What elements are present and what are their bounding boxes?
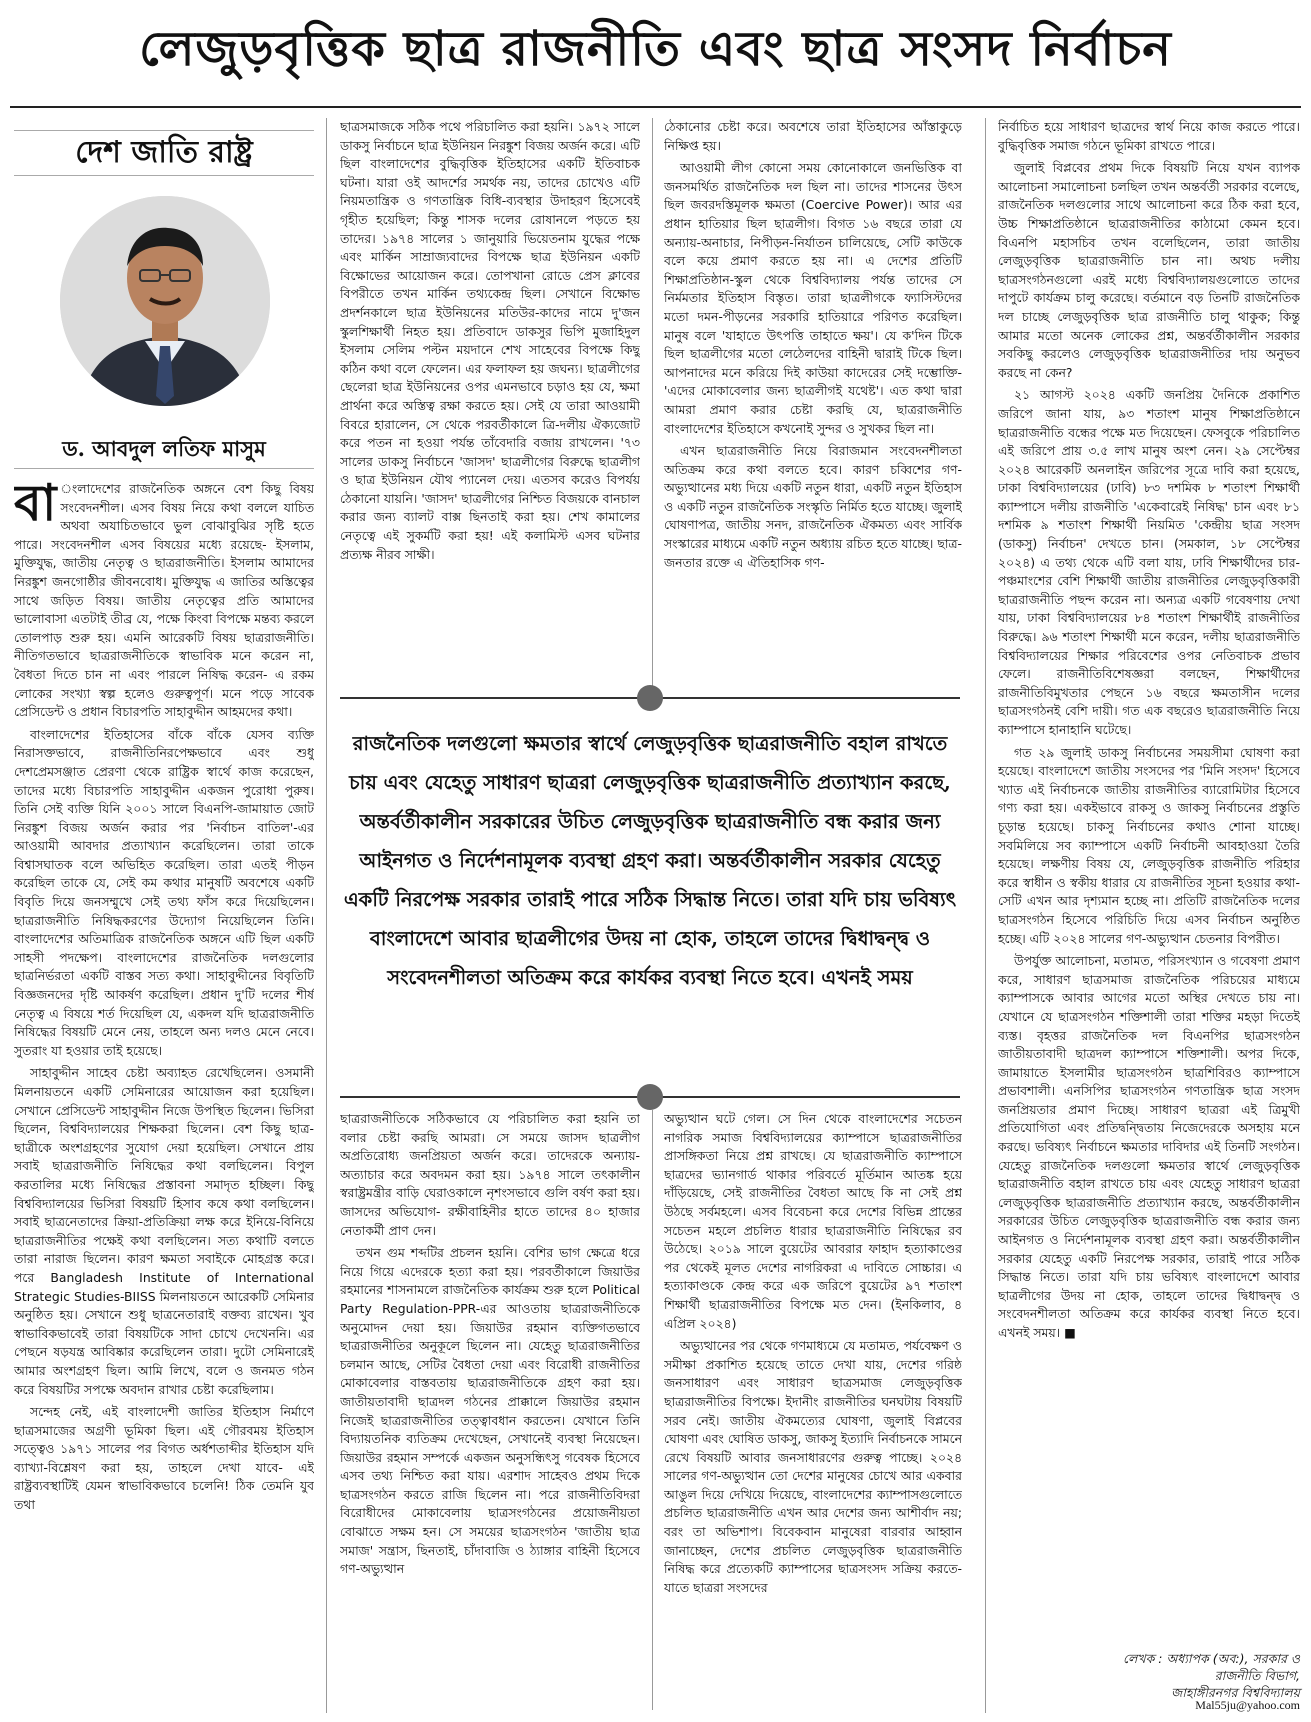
paragraph: আওয়ামী লীগ কোনো সময় কোনোকালে জনভিত্তিক বা জনসমর্থিত রাজনৈতিক দল ছিল না। তাদের শাসনের উৎস ছিল জবরদস্তিমূলক ক্ষমতা (Coercive Power)। আর এর প্রধান হাতিয়ার ছিল ছাত্রলীগ। বিগত ১৬ বছরে তারা যে অন্যায়-অনাচার, নিপীড়ন-নির্যাতন চালিয়েছে, সেটি কাউকে বলে কয়ে প্রমাণ করতে হয় না। এ দেশের প্রতিটি শিক্ষাপ্রতিষ্ঠান-স্কুল থেকে বিশ্ববিদ্যালয় পর্যন্ত তাদের সে নির্মমতার ইতিহাস বিস্তৃত। তারা ছাত্রলীগকে ফ্যাসিস্টদের মতো দমন-পীড়নের সরকারি হাতিয়ারে পরিণত করেছিল। মানুষ বলে 'যাহাতে উৎপত্তি তাহাতে ক্ষয়'। যে ক'দিন টিকে ছিল ছাত্রলীগের মতো লেঠেলদের বাহিনী দ্বারাই টিকে ছিল। আপনাদের মনে করিয়ে দিই কাউয়া কাদেরের সেই দম্ভোক্তি- 'এদের মোকাবেলার জন্য ছাত্রলীগই যথেষ্ট'। এত কথা দ্বারা আমরা প্রমাণ করার চেষ্টা করছি যে, ছাত্ররাজনীতি বাংলাদেশের ইতিহাসে কখনোই সুন্দর ও সুখকর ছিল না। <box>664 160 962 436</box>
column-divider <box>985 118 986 1713</box>
column-4 <box>998 118 1300 1646</box>
paragraph: গত ২৯ জুলাই ডাকসু নির্বাচনের সময়সীমা ঘোষণা করা হয়েছে। বাংলাদেশে জাতীয় সংসদের পর 'মিনি সংসদ' হিসেবে খ্যাত এই নির্বাচনকে জাতীয় রাজনীতির ব্যারোমিটার হিসেবে গণ্য করা হয়। একইভাবে রাকসু ও জাকসু নির্বাচনের প্রস্তুতি চূড়ান্ত হয়েছে। চাকসু নির্বাচনের কথাও শোনা যাচ্ছে। সবমিলিয়ে সব ক্যাম্পাসে একটি নির্বাচনী আবহাওয়া তৈরি হয়েছে। লক্ষণীয় বিষয় যে, লেজুড়বৃত্তিক রাজনীতি পরিহার করে স্বাধীন ও স্বকীয় ধারার যে রাজনীতির সূচনা হওয়ার কথা- সেটি এখন আর দৃশ্যমান হচ্ছে না। প্রতিটি রাজনৈতিক দলের ছাত্রসংগঠন হিসেবে পরিচিতি দিয়ে এসব নির্বাচন অনুষ্ঠিত হচ্ছে। এটি ২০২৪ সালের গণ-অভ্যুত্থান চেতনার বিপরীত। <box>998 744 1300 946</box>
dropcap: বা <box>14 480 57 532</box>
paragraph: তখন গুম শব্দটির প্রচলন হয়নি। বেশির ভাগ ক্ষেত্রে ধরে নিয়ে গিয়ে এদেরকে হত্যা করা হয়। পরবর্তীকালে জিয়াউর রহমানের শাসনামলে রাজনৈতিক কার্যক্রম শুরু হলে Political Party Regulation-PPR-এর আওতায় ছাত্ররাজনীতিকে অনুমোদন দেয়া হয়। জিয়াউর রহমান ব্যক্তিগতভাবে ছাত্ররাজনীতির অনুকূলে ছিলেন না। যেহেতু ছাত্ররাজনীতির চলমান আছে, সেটির বৈধতা দেয়া এবং বিরোধী রাজনীতির মোকাবেলার বাস্তবতায় ছাত্ররাজনীতিকে গ্রহণ করা হয়। জাতীয়তাবাদী ছাত্রদল গঠনের প্রাক্কালে জিয়াউর রহমান নিজেই ছাত্ররাজনীতির তত্ত্বাবধান করতেন। যেখানে তিনি বিদ্যায়তনিক ব্যতিক্রম দেখেছেন, সেখানেই ব্যবস্থা নিয়েছেন। জিয়াউর রহমান সম্পর্কে একজন অনুসন্ধিৎসু গবেষক হিসেবে এসব তথ্য নিশ্চিত করা যায়। এরশাদ সাহেবও প্রথম দিকে ছাত্রসংগঠন করতে রাজি ছিলেন না। পরে রাজনীতিবিদরা বিরোধীদের মোকাবেলায় ছাত্রসংগঠনের প্রয়োজনীয়তা বোঝাতে সক্ষম হন। সে সময়ের ছাত্রসংগঠন 'জাতীয় ছাত্র সমাজ' সন্ত্রাস, ছিনতাই, চাঁদাবাজি ও ঠ্যাঙ্গার বাহিনী হিসেবে গণ-অভ্যুত্থান <box>340 1245 640 1577</box>
column-2-bottom <box>340 1110 640 1710</box>
column-1-bottom <box>14 480 314 1710</box>
paragraph: এখন ছাত্ররাজনীতি নিয়ে বিরাজমান সংবেদনশীলতা অতিক্রম করে কথা বলতে হবে। কারণ চব্বিশের গণ-অভ্যুত্থানের মধ্য দিয়ে একটি নতুন ধারা, একটি নতুন ইতিহাস ও একটি নতুন রাজনৈতিক সংস্কৃতি নির্মিত হতে যাচ্ছে। জুলাই ঘোষণাপত্র, জাতীয় সনদ, রাজনৈতিক ঐকমত্য এবং সার্বিক সংস্কারের মাধ্যমে একটি নতুন অধ্যায় রচিত হতে যাচ্ছে। ছাত্র-জনতার রক্তে এ ঐতিহাসিক গণ- <box>664 443 962 570</box>
paragraph: ২১ আগস্ট ২০২৪ একটি জনপ্রিয় দৈনিকে প্রকাশিত জরিপে জানা যায়, ৯৩ শতাংশ মানুষ শিক্ষাপ্রতিষ্ঠানে ছাত্ররাজনীতি বন্ধের পক্ষে মত দিয়েছেন। ফেসবুকে পরিচালিত এই জরিপে প্রায় ৩.৫ লাখ মানুষ অংশ নেন। ২৯ সেপ্টেম্বর ২০২৪ আরেকটি অনলাইন জরিপের সূত্রে দাবি করা হয়েছে, ঢাকা বিশ্ববিদ্যালয়ের (ঢাবি) ৮৩ দশমিক ৮ শতাংশ শিক্ষার্থী ক্যাম্পাসে দলীয় রাজনীতি 'একেবারেই নিষিদ্ধ' চান এবং ৮১ দশমিক ৯ শতাংশ শিক্ষার্থী নিয়মিত 'কেন্দ্রীয় ছাত্র সংসদ (ডাকসু) নির্বাচন' দেখতে চান। (সমকাল, ১৮ সেপ্টেম্বর ২০২৪) এ তথ্য থেকে এটি বলা যায়, ঢাবি শিক্ষার্থীদের চার-পঞ্চমাংশের বেশি শিক্ষার্থী জাতীয় রাজনীতির লেজুড়বৃত্তিকারী ছাত্ররাজনীতি পছন্দ করেন না। অন্যত্র একটি গবেষণায় দেখা যায়, ঢাকা বিশ্ববিদ্যালয়ের ৮৪ শতাংশ শিক্ষার্থীই রাজনীতির বিরুদ্ধে। ৯৬ শতাংশ শিক্ষার্থী মনে করেন, দলীয় ছাত্ররাজনীতি বিশ্ববিদ্যালয়ের শিক্ষার পরিবেশের ওপর নেতিবাচক প্রভাব ফেলে। রাজনীতিবিশেষজ্ঞরা বলছেন, শিক্ষার্থীদের রাজনীতিবিমুখতার পেছনে ১৬ বছরে ক্ষমতাসীন দলের ছাত্রসংগঠনই বেশি দায়ী। গত এক বছরেও ছাত্ররাজনীতি নিয়ে ক্যাম্পাসে হানাহানি ঘটেছে। <box>998 387 1300 737</box>
paragraph: অভ্যুত্থানের পর থেকে গণমাধ্যমে যে মতামত, পর্যবেক্ষণ ও সমীক্ষা প্রকাশিত হয়েছে তাতে দেখা যায়, দেশের গরিষ্ঠ জনসাধারণ এবং সাধারণ ছাত্রসমাজ লেজুড়বৃত্তিক ছাত্ররাজনীতির বিপক্ষে। ইদানীং রাজনীতির ঘনঘটায় বিষয়টি সরব নেই। জাতীয় ঐকমত্যের ঘোষণা, জুলাই বিপ্লবের ঘোষণা এবং ঘোষিত ডাকসু, জাকসু ইত্যাদি নির্বাচনকে সামনে রেখে বিষয়টি আবার জনসাধারণের গুরুত্ব পাচ্ছে। ২০২৪ সালের গণ-অভ্যুত্থান তো দেশের মানুষের চোখে আর একবার আঙুল দিয়ে দেখিয়ে দিয়েছে, বাংলাদেশের ক্যাম্পাসগুলোতে প্রচলিত ছাত্ররাজনীতি এখন আর দেশের জন্য আশীর্বাদ নয়; বরং তা অভিশাপ। বিবেকবান মানুষেরা বারবার আহ্বান জানাচ্ছেন, দেশের প্রচলিত লেজুড়বৃত্তিক ছাত্ররাজনীতি নিষিদ্ধ করে প্রত্যেকটি ক্যাম্পাসের ছাত্রসংসদ সক্রিয় করতে- যাতে ছাত্ররা সংসদের <box>664 1338 962 1595</box>
paragraph: সাহাবুদ্দীন সাহেব চেষ্টা অব্যাহত রেখেছিলেন। ওসমানী মিলনায়তনে একটি সেমিনারের আয়োজন করা হয়েছিল। সেখানে প্রেসিডেন্ট সাহাবুদ্দীন নিজে উপস্থিত ছিলেন। ভিসিরা ছিলেন, বিশ্ববিদ্যালয়ের শিক্ষকরা ছিলেন। বেশ কিছু ছাত্র-ছাত্রীকে অংশগ্রহণের সুযোগ দেয়া হয়েছিল। সেখানে প্রায় সবাই ছাত্ররাজনীতি নিষিদ্ধের কথা বলছিলেন। বিপুল করতালির মধ্যে নিষিদ্ধের প্রস্তাবনা সমাদৃত হচ্ছিল। কিছু বিশ্ববিদ্যালয়ের ভিসিরা বিষয়টি হিসাব কষে কথা বলছিলেন। সবাই ছাত্রনেতাদের ক্রিয়া-প্রতিক্রিয়া লক্ষ করে ইনিয়ে-বিনিয়ে ছাত্ররাজনীতির পক্ষেই কথা বলছিলেন। সত্য কথাটি বলতে তারা নারাজ ছিলেন। কারণ ক্ষমতা সবাইকে মোহগ্রস্ত করে। পরে Bangladesh Institute of International Strategic Studies-BIISS মিলনায়তনে আরেকটি সেমিনার অনুষ্ঠিত হয়। সেখানে শুধু ছাত্রনেতারাই বক্তব্য রাখেন। খুব স্বাভাবিকভাবেই তারা বিষয়টিকে সাদা চোখে দেখেননি। এর পেছনে ষড়যন্ত্র আবিষ্কার করেছিলেন তারা। দুটো সেমিনারেই আমার অংশগ্রহণ ছিল। আমি লিখে, বলে ও জনমত গঠন করে বিষয়টির সপক্ষে অবদান রাখার চেষ্টা করেছিলাম। <box>14 1065 314 1397</box>
byline-line: লেখক : অধ্যাপক (অব:), সরকার ও <box>1122 1651 1300 1666</box>
author-portrait <box>60 196 270 406</box>
pullquote: রাজনৈতিক দলগুলো ক্ষমতার স্বার্থে লেজুড়বৃত্তিক ছাত্ররাজনীতি বহাল রাখতে চায় এবং যেহেতু সাধারণ ছাত্ররা লেজুড়বৃত্তিক ছাত্ররাজনীতি প্রত্যাখ্যান করছে, অন্তর্বর্তীকালীন সরকারের উচিত লেজুড়বৃত্তিক ছাত্ররাজনীতি বন্ধ করার জন্য আইনগত ও নির্দেশনামূলক ব্যবস্থা গ্রহণ করা। অন্তর্বর্তীকালীন সরকার যেহেতু একটি নিরপেক্ষ সরকার তারাই পারে সঠিক সিদ্ধান্ত নিতে। তারা যদি চায় ভবিষ্যৎ বাংলাদেশে আবার ছাত্রলীগের উদয় না হোক, তাহলে তাদের দ্বিধাদ্বন্দ্ব ও সংবেদনশীলতা অতিক্রম করে কার্যকর ব্যবস্থা নিতে হবে। এখনই সময় <box>343 732 957 989</box>
paragraph: উপর্যুক্ত আলোচনা, মতামত, পরিসংখ্যান ও গবেষণা প্রমাণ করে, সাধারণ ছাত্রসমাজ রাজনৈতিক পরিচয়ের মাধ্যমে ক্যাম্পাসকে আবার আগের মতো অস্থির দেখতে চায় না। যেখানে যে ছাত্রসংগঠন শক্তিশালী তারা শক্তির মহড়া দিতেই ব্যস্ত। বৃহত্তর রাজনৈতিক দল বিএনপির ছাত্রসংগঠন জাতীয়তাবাদী ছাত্রদল ক্যাম্পাসে শক্তিশালী। অপর দিকে, জামায়াতে ইসলামীর ছাত্রসংগঠন ছাত্রশিবিরও ক্যাম্পাসে প্রভাবশালী। এনসিপির ছাত্রসংগঠন গণতান্ত্রিক ছাত্র সংসদ জনপ্রিয়তার প্রমাণ দিচ্ছে। সাধারণ ছাত্ররা এই ত্রিমুখী প্রতিযোগিতা এবং প্রতিদ্বন্দ্বিতায় নিজেদেরকে অসহায় মনে করছে। ভবিষ্যৎ নির্বাচনে ক্ষমতার দাবিদার এই তিনটি সংগঠন। যেহেতু রাজনৈতিক দলগুলো ক্ষমতার স্বার্থে লেজুড়বৃত্তিক ছাত্ররাজনীতি বহাল রাখতে চায় এবং যেহেতু সাধারণ ছাত্ররা লেজুড়বৃত্তিক ছাত্ররাজনীতি প্রত্যাখ্যান করছে, অন্তর্বর্তীকালীন সরকারের উচিত লেজুড়বৃত্তিক ছাত্ররাজনীতি বন্ধ করার জন্য আইনগত ও নির্দেশনামূলক ব্যবস্থা গ্রহণ করা। অন্তর্বর্তীকালীন সরকার যেহেতু একটি নিরপেক্ষ সরকার, তারাই পারে সঠিক সিদ্ধান্ত নিতে। তারা যদি চায় ভবিষ্যৎ বাংলাদেশে আবার ছাত্রলীগের উদয় না হোক, তাহলে তাদের দ্বিধাদ্বন্দ্ব ও সংবেদনশীলতা অতিক্রম করে কার্যকর ব্যবস্থা নিতে হবে। এখনই সময়। ■ <box>998 953 1300 1340</box>
headline-rule <box>10 106 1301 108</box>
author-email: Mal55ju@yahoo.com <box>1195 1698 1300 1712</box>
column-divider <box>652 118 653 688</box>
column-name: দেশ জাতি রাষ্ট্র <box>14 130 314 176</box>
pullquote-top-dot <box>637 685 663 711</box>
column-3-top <box>664 118 962 688</box>
paragraph: বাংলাদেশের ইতিহাসের বাঁকে বাঁকে যেসব ব্যক্তি নিরাসক্তভাবে, রাজনীতিনিরপেক্ষভাবে এবং শুধু দেশপ্রেমসঞ্জাত প্রেরণা থেকে রাষ্ট্রিক স্বার্থে কাজ করেছেন, তাদের মধ্যে বিচারপতি সাহাবুদ্দীন একজন পুরোধা পুরুষ। তিনি সেই ব্যক্তি যিনি ২০০১ সালে বিএনপি-জামায়াত জোট নিরঙ্কুশ বিজয় অর্জন করার পর 'নির্বাচন বাতিল'-এর আওয়ামী আবদার প্রত্যাখ্যান করেছিলেন। তারা তাকে বিশ্বাসঘাতক বলে অভিহিত করেছিল। তারা এতই পীড়ন করেছিল তাকে যে, সেই কম কথার মানুষটি অবশেষে একটি বিবৃতি দিয়ে জনসম্মুখে সেই তথ্য ফাঁস করে দিয়েছিলেন। ছাত্ররাজনীতি নিষিদ্ধকরণের উদ্যোগ নিয়েছিলেন তিনি। বাংলাদেশের অতিমাত্রিক রাজনৈতিক অঙ্গনে এটি ছিল একটি সাহসী পদক্ষেপ। বাংলাদেশের রাজনৈতিক দলগুলোর ছাত্রনির্ভরতা একটি বাস্তব সত্য কথা। সাহাবুদ্দীনের বিবৃতিটি বিজ্ঞজনদের দৃষ্টি আকর্ষণ করেছিল। প্রধান দু'টি দলের শীর্ষ নেতৃত্ব এ বিষয়ে শর্ত দিয়েছিল যে, একদল যদি ছাত্ররাজনীতি নিষিদ্ধের বিষয়টি মেনে নেয়, তাহলে অন্য দলও মেনে নেবে। সুতরাং যা হওয়ার তাই হয়েছে। <box>14 726 314 1058</box>
column-divider <box>652 1110 653 1710</box>
headline: লেজুড়বৃত্তিক ছাত্র রাজনীতি এবং ছাত্র সংসদ নির্বাচন <box>139 20 1172 77</box>
pullquote-bottom-dot <box>637 1084 663 1110</box>
paragraph: ঠেকানোর চেষ্টা করে। অবশেষে তারা ইতিহাসের আঁস্তাকুড়ে নিক্ষিপ্ত হয়। <box>664 119 962 153</box>
paragraph: জুলাই বিপ্লবের প্রথম দিকে বিষয়টি নিয়ে যখন ব্যাপক আলোচনা সমালোচনা চলছিল তখন অন্তর্বর্তী সরকার বলেছে, রাজনৈতিক দলগুলোর সাথে আলোচনা করে ঠিক করা হবে, উচ্চ শিক্ষাপ্রতিষ্ঠানে ছাত্ররাজনীতির কাঠামো কেমন হবে। বিএনপি মহাসচিব তখন বলেছিলেন, তারা জাতীয় লেজুড়বৃত্তিক ছাত্ররাজনীতি চান না। অথচ দলীয় ছাত্রসংগঠনগুলো এরই মধ্যে বিশ্ববিদ্যালয়গুলোতে তাদের দাপুটে কার্যক্রম চালু করেছে। বর্তমানে বড় তিনটি রাজনৈতিক দল চাচ্ছে লেজুড়বৃত্তিক ছাত্র রাজনীতি চালু থাকুক; কিন্তু আমার মতো অনেক লোকের প্রশ্ন, অন্তর্বর্তীকালীন সরকার সবকিছু করলেও লেজুড়বৃত্তিক ছাত্ররাজনীতির দায় অনুভব করছে না কেন? <box>998 160 1300 380</box>
column-2-top <box>340 118 640 688</box>
byline-line: জাহাঙ্গীরনগর বিশ্ববিদ্যালয় <box>1171 1685 1300 1700</box>
column-3-bottom <box>664 1110 962 1710</box>
byline-line: রাজনীতি বিভাগ, <box>1214 1668 1300 1683</box>
paragraph: অভ্যুত্থান ঘটে গেল। সে দিন থেকে বাংলাদেশের সচেতন নাগরিক সমাজ বিশ্ববিদ্যালয়ের ক্যাম্পাসে ছাত্ররাজনীতির প্রাসঙ্গিকতা নিয়ে প্রশ্ন রাখছে। যে ছাত্ররাজনীতি ক্যাম্পাসে ছাত্রদের ভ্যানগার্ড থাকার পরিবর্তে মূর্তিমান আতঙ্ক হয়ে দাঁড়িয়েছে, সেই রাজনীতির বৈধতা আছে কি না সেই প্রশ্ন উঠছে সর্বমহলে। এসব বিবেচনা করে দেশের বিভিন্ন প্রান্তের সচেতন মহলে প্রচলিত ধারার ছাত্ররাজনীতি নিষিদ্ধের রব উঠেছে। ২০১৯ সালে বুয়েটের আবরার ফাহাদ হত্যাকাণ্ডের পর থেকেই মূলত দেশের নাগরিকরা এ দাবিতে সোচ্চার। এ হত্যাকাণ্ডকে কেন্দ্র করে এক জরিপে বুয়েটের ৯৭ শতাংশ শিক্ষার্থী ছাত্ররাজনীতির বিপক্ষে মত দেন। (ইনকিলাব, ৪ এপ্রিল ২০২৪) <box>664 1111 962 1331</box>
column-divider <box>326 118 327 1713</box>
paragraph: ছাত্ররাজনীতিকে সঠিকভাবে যে পরিচালিত করা হয়নি তা বলার চেষ্টা করছি আমরা। সে সময়ে জাসদ ছাত্রলীগ অপ্রতিরোধ্য জনপ্রিয়তা অর্জন করে। তাদেরকে অন্যায়-অত্যাচার করে অবদমন করা হয়। ১৯৭৪ সালে তৎকালীন স্বরাষ্ট্রমন্ত্রীর বাড়ি ঘেরাওকালে নৃশংসভাবে গুলি বর্ষণ করা হয়। জাসদের অভিযোগ- রক্ষীবাহিনীর হাতে তাদের ৪০ হাজার নেতাকর্মী প্রাণ দেন। <box>340 1111 640 1238</box>
author-name: ড. আবদুল লতিফ মাসুম <box>14 432 314 469</box>
paragraph: সন্দেহ নেই, এই বাংলাদেশী জাতির ইতিহাস নির্মাণে ছাত্রসমাজের অগ্রণী ভূমিকা ছিল। এই গৌরবময় ইতিহাস সত্ত্বেও ১৯৭১ সালের পর বিগত অর্ধশতাব্দীর ইতিহাস যদি ব্যাখ্যা-বিশ্লেষণ করা হয়, তাহলে দেখা যাবে- এই রাষ্ট্রব্যবস্থাটিই যেমন স্বাভাবিকভাবে চলেনি! ঠিক তেমনি যুব তথা <box>14 1404 314 1513</box>
author-byline <box>1000 1650 1300 1701</box>
paragraph: নির্বাচিত হয়ে সাধারণ ছাত্রদের স্বার্থ নিয়ে কাজ করতে পারে। বুদ্ধিবৃত্তিক সমাজ গঠনে ভূমিকা রাখতে পারে। <box>998 119 1300 153</box>
paragraph: ছাত্রসমাজকে সঠিক পথে পরিচালিত করা হয়নি। ১৯৭২ সালে ডাকসু নির্বাচনে ছাত্র ইউনিয়ন নিরঙ্কুশ বিজয় অর্জন করে। এটি ছিল বাংলাদেশের বুদ্ধিবৃত্তিক ইতিহাসের একটি ইতিবাচক ঘটনা। যারা ওই আদর্শের সমর্থক নয়, তাদের চোখেও এটি নিয়মতান্ত্রিক ও গণতান্ত্রিক বিধি-ব্যবস্থার উদাহরণ হিসেবেই গৃহীত হয়েছিল; কিন্তু শাসক দলের রোষানলে পড়তে হয় তাদের। ১৯৭৪ সালের ১ জানুয়ারি ভিয়েতনাম যুদ্ধের পক্ষে এবং মার্কিন সাম্রাজ্যবাদের বিপক্ষে ছাত্র ইউনিয়ন একটি বিক্ষোভের আয়োজন করে। তোপখানা রোডে প্রেস ক্লাবের বিপরীতে তখন মার্কিন তথ্যকেন্দ্র ছিল। সেখানে বিক্ষোভ প্রদর্শনকালে ছাত্র ইউনিয়নের মতিউর-কাদের নামে দু'জন স্কুলশিক্ষার্থী নিহত হয়। প্রতিবাদে ডাকসুর ভিপি মুজাহিদুল ইসলাম সেলিম পল্টন ময়দানে শেখ সাহেবের বিপক্ষে কিছু কঠিন কথা বলে ফেলেন। এর ফলাফল হয় জঘন্য। ছাত্রলীগের ছেলেরা ছাত্র ইউনিয়নের ওপর এমনভাবে চড়াও হয় যে, ক্ষমা প্রার্থনা করে অস্তিত্ব রক্ষা করতে হয়। সেই যে তারা আওয়ামী বিবরে হারালেন, সে থেকে পরবর্তীকালে ত্রি-দলীয় ঐক্যজোট করে পতন না হওয়া পর্যন্ত তাঁবেদারি বজায় রাখলেন। '৭৩ সালের ডাকসু নির্বাচনে 'জাসদ' ছাত্রলীগের বিরুদ্ধে ছাত্রলীগ ও ছাত্র ইউনিয়ন যৌথ প্যানেল দেয়। এতসব করেও বিপর্যয় ঠেকানো যায়নি। 'জাসদ' ছাত্রলীগের নিশ্চিত বিজয়কে বানচাল করার জন্য ব্যালট বাক্স ছিনতাই করা হয়। শেখ কামালের নেতৃত্বে এই সুকর্মটি করা হয়! এই কলামিস্ট এসব ঘটনার প্রত্যক্ষ নীরব সাক্ষী। <box>340 119 640 562</box>
author-portrait-image <box>60 196 270 406</box>
paragraph: বা ংলাদেশের রাজনৈতিক অঙ্গনে বেশ কিছু বিষয় সংবেদনশীল। এসব বিষয় নিয়ে কথা বললে যাচিত অথবা অযাচিতভাবে ভুল বোঝাবুঝির সৃষ্টি হতে পারে। সংবেদনশীল এসব বিষয়ের মধ্যে রয়েছে- ইসলাম, মুক্তিযুদ্ধ, জাতীয় নেতৃত্ব ও ছাত্ররাজনীতি। ইসলাম আমাদের নিরঙ্কুশ জনগোষ্ঠীর জীবনবোধ। মুক্তিযুদ্ধ এ জাতির অস্তিত্বের সাথে জড়িত বিষয়। জাতীয় নেতৃত্বের প্রতি আমাদের ভালোবাসা এতটাই তীব্র যে, পক্ষে কিংবা বিপক্ষে মন্তব্য করলে তোলপাড় শুরু হয়। এমনি আরেকটি বিষয় ছাত্ররাজনীতি। নীতিগতভাবে ছাত্ররাজনীতিকে স্বাভাবিক মনে করেন না, বৈধতা দিতে চান না এবং পারলে নিষিদ্ধ করেন- এ রকম লোকের সংখ্যা স্বল্প হলেও গুরুত্বপূর্ণ। মনে পড়ে সাবেক প্রেসিডেন্ট ও প্রধান বিচারপতি সাহাবুদ্দীন আহমদের কথা। <box>14 480 314 720</box>
